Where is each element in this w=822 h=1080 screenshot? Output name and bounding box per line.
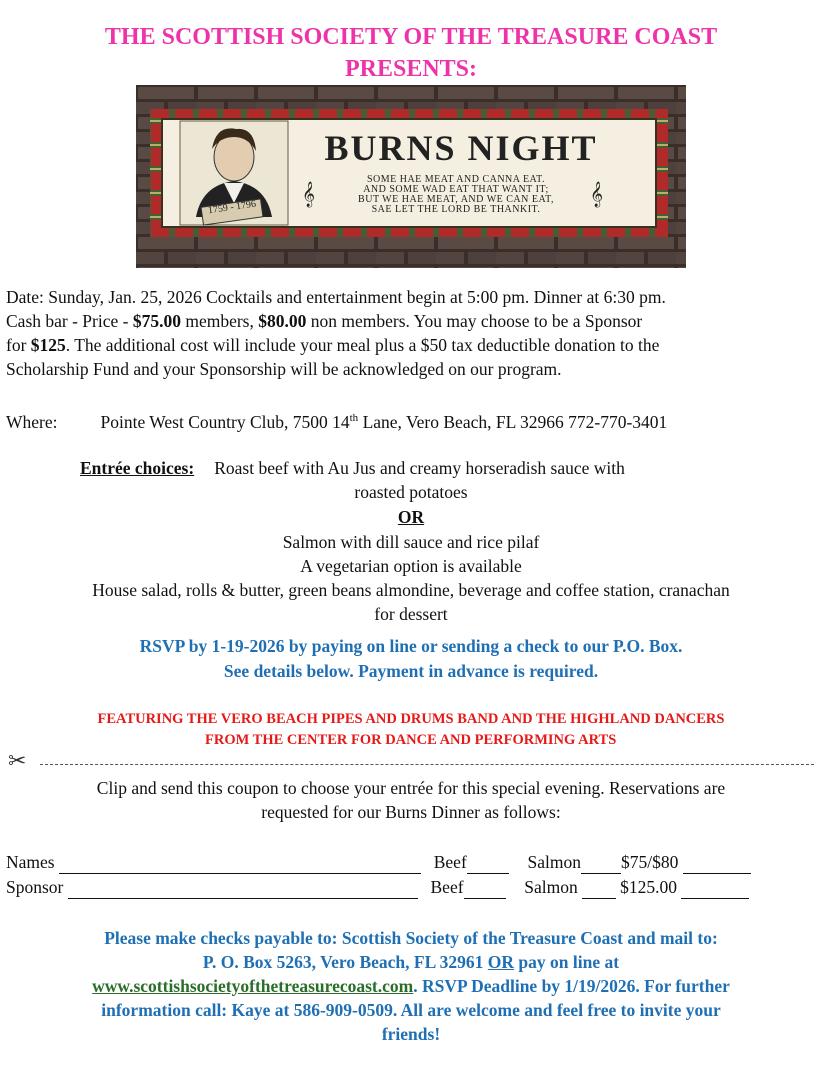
sponsor-text: for [6,335,31,355]
scissors-icon: ✂ [8,748,27,773]
sponsor-label: Sponsor [6,877,64,897]
footer-or: OR [487,952,515,972]
coupon-intro-1: Clip and send this coupon to choose your entrée for this special evening. Reservations are [96,778,726,798]
footer-pay-online: pay on line at [514,952,620,972]
salmon-label: Salmon [527,852,582,872]
price-text-2: members, [180,311,259,331]
entree-choice-1b: roasted potatoes [354,482,468,502]
beef-count-field[interactable] [467,855,509,874]
member-price-label: $75/$80 [621,852,679,872]
verse-line-3: BUT WE HAE MEAT, AND WE CAN EAT, [358,194,554,205]
cut-line [8,748,814,773]
names-field[interactable] [59,855,421,874]
burns-night-banner [136,85,686,268]
footer-deadline: . RSVP Deadline by 1/19/2026. For further [413,976,730,996]
price-text: Cash bar - Price - [6,311,133,331]
sponsor-total-field[interactable] [681,880,749,899]
coupon-intro-2: requested for our Burns Dinner as follows: [261,802,561,822]
footer-address: P. O. Box 5263, Vero Beach, FL 32961 [202,952,488,972]
scholarship-line: Scholarship Fund and your Sponsorship will be acknowledged on our program. [6,359,562,379]
footer-line-2 [0,950,822,975]
banner-years: 1759 - 1796 [207,198,257,217]
names-label: Names [6,852,55,872]
banner-title: BURNS NIGHT [324,128,598,168]
music-note-icon-right: 𝄞 [590,181,604,206]
entree-line [80,456,625,480]
where-address [101,412,668,432]
sponsor-price-label: $125.00 [620,877,678,897]
footer-line-4: information call: Kaye at 586-909-0509. All are welcome and feel free to invite your [101,1000,721,1020]
or-label: OR [397,507,425,527]
vegetarian-option: A vegetarian option is available [300,556,522,576]
featuring-line-2: FROM THE CENTER FOR DANCE AND PERFORMING ARTS [205,732,617,748]
verse-line-2: AND SOME WAD EAT THAT WANT IT; [363,184,549,195]
names-row [6,850,751,874]
dashed-divider [40,764,814,765]
sides-line-2: for dessert [374,604,448,624]
footer-line-1: Please make checks payable to: Scottish Society of the Treasure Coast and mail to: [104,928,718,948]
verse-line-4: SAE LET THE LORD BE THANKIT. [371,204,541,215]
member-total-field[interactable] [683,855,751,874]
where-label: Where: [6,411,58,432]
title-line-1: THE SCOTTISH SOCIETY OF THE TREASURE COAST [104,24,718,50]
footer-line-3 [0,974,822,999]
beef-label: Beef [433,852,467,872]
verse-line-1: SOME HAE MEAT AND CANNA EAT. [366,174,546,185]
sponsor-row [6,875,749,899]
entree-choice-1a: Roast beef with Au Jus and creamy horseradish sauce with [214,458,625,478]
where-sup: th [349,412,359,424]
where-address-a: Pointe West Country Club, 7500 14 [100,411,350,432]
member-price: $75.00 [132,311,181,331]
sponsor-field[interactable] [68,880,418,899]
beef-label-2: Beef [430,877,464,897]
nonmember-price: $80.00 [258,311,307,331]
price-line [6,309,642,333]
footer-line-5: friends! [381,1024,441,1044]
rsvp-line-1: RSVP by 1-19-2026 by paying on line or sending a check to our P.O. Box. [139,636,683,656]
sponsor-salmon-field[interactable] [582,880,616,899]
where-line [6,406,667,434]
entree-choice-2: Salmon with dill sauce and rice pilaf [282,532,540,552]
sponsor-text-2: . The additional cost will include your meal plus a $50 tax deductible donation to the [65,335,660,355]
entree-heading: Entrée choices: [80,458,195,478]
sponsor-price: $125 [30,335,66,355]
sponsor-line [6,333,659,357]
sponsor-beef-field[interactable] [464,880,506,899]
where-address-b: Lane, Vero Beach, FL 32966 772-770-3401 [358,411,668,432]
date-line: Date: Sunday, Jan. 25, 2026 Cocktails and entertainment begin at 5:00 pm. Dinner at 6:30 pm. [6,287,666,307]
website-link[interactable]: www.scottishsocietyofthetreasurecoast.com [92,976,414,996]
title-line-2: PRESENTS: [344,56,478,82]
music-note-icon: 𝄞 [302,181,316,206]
price-text-3: non members. You may choose to be a Sponsor [306,311,643,331]
sides-line-1: House salad, rolls & butter, green beans almondine, beverage and coffee station, cranachan [92,580,730,600]
salmon-label-2: Salmon [524,877,578,897]
banner-verse [316,175,596,215]
featuring-line-1: FEATURING THE VERO BEACH PIPES AND DRUMS BAND AND THE HIGHLAND DANCERS [97,711,725,727]
salmon-count-field[interactable] [581,855,621,874]
rsvp-line-2: See details below. Payment in advance is required. [223,661,599,681]
